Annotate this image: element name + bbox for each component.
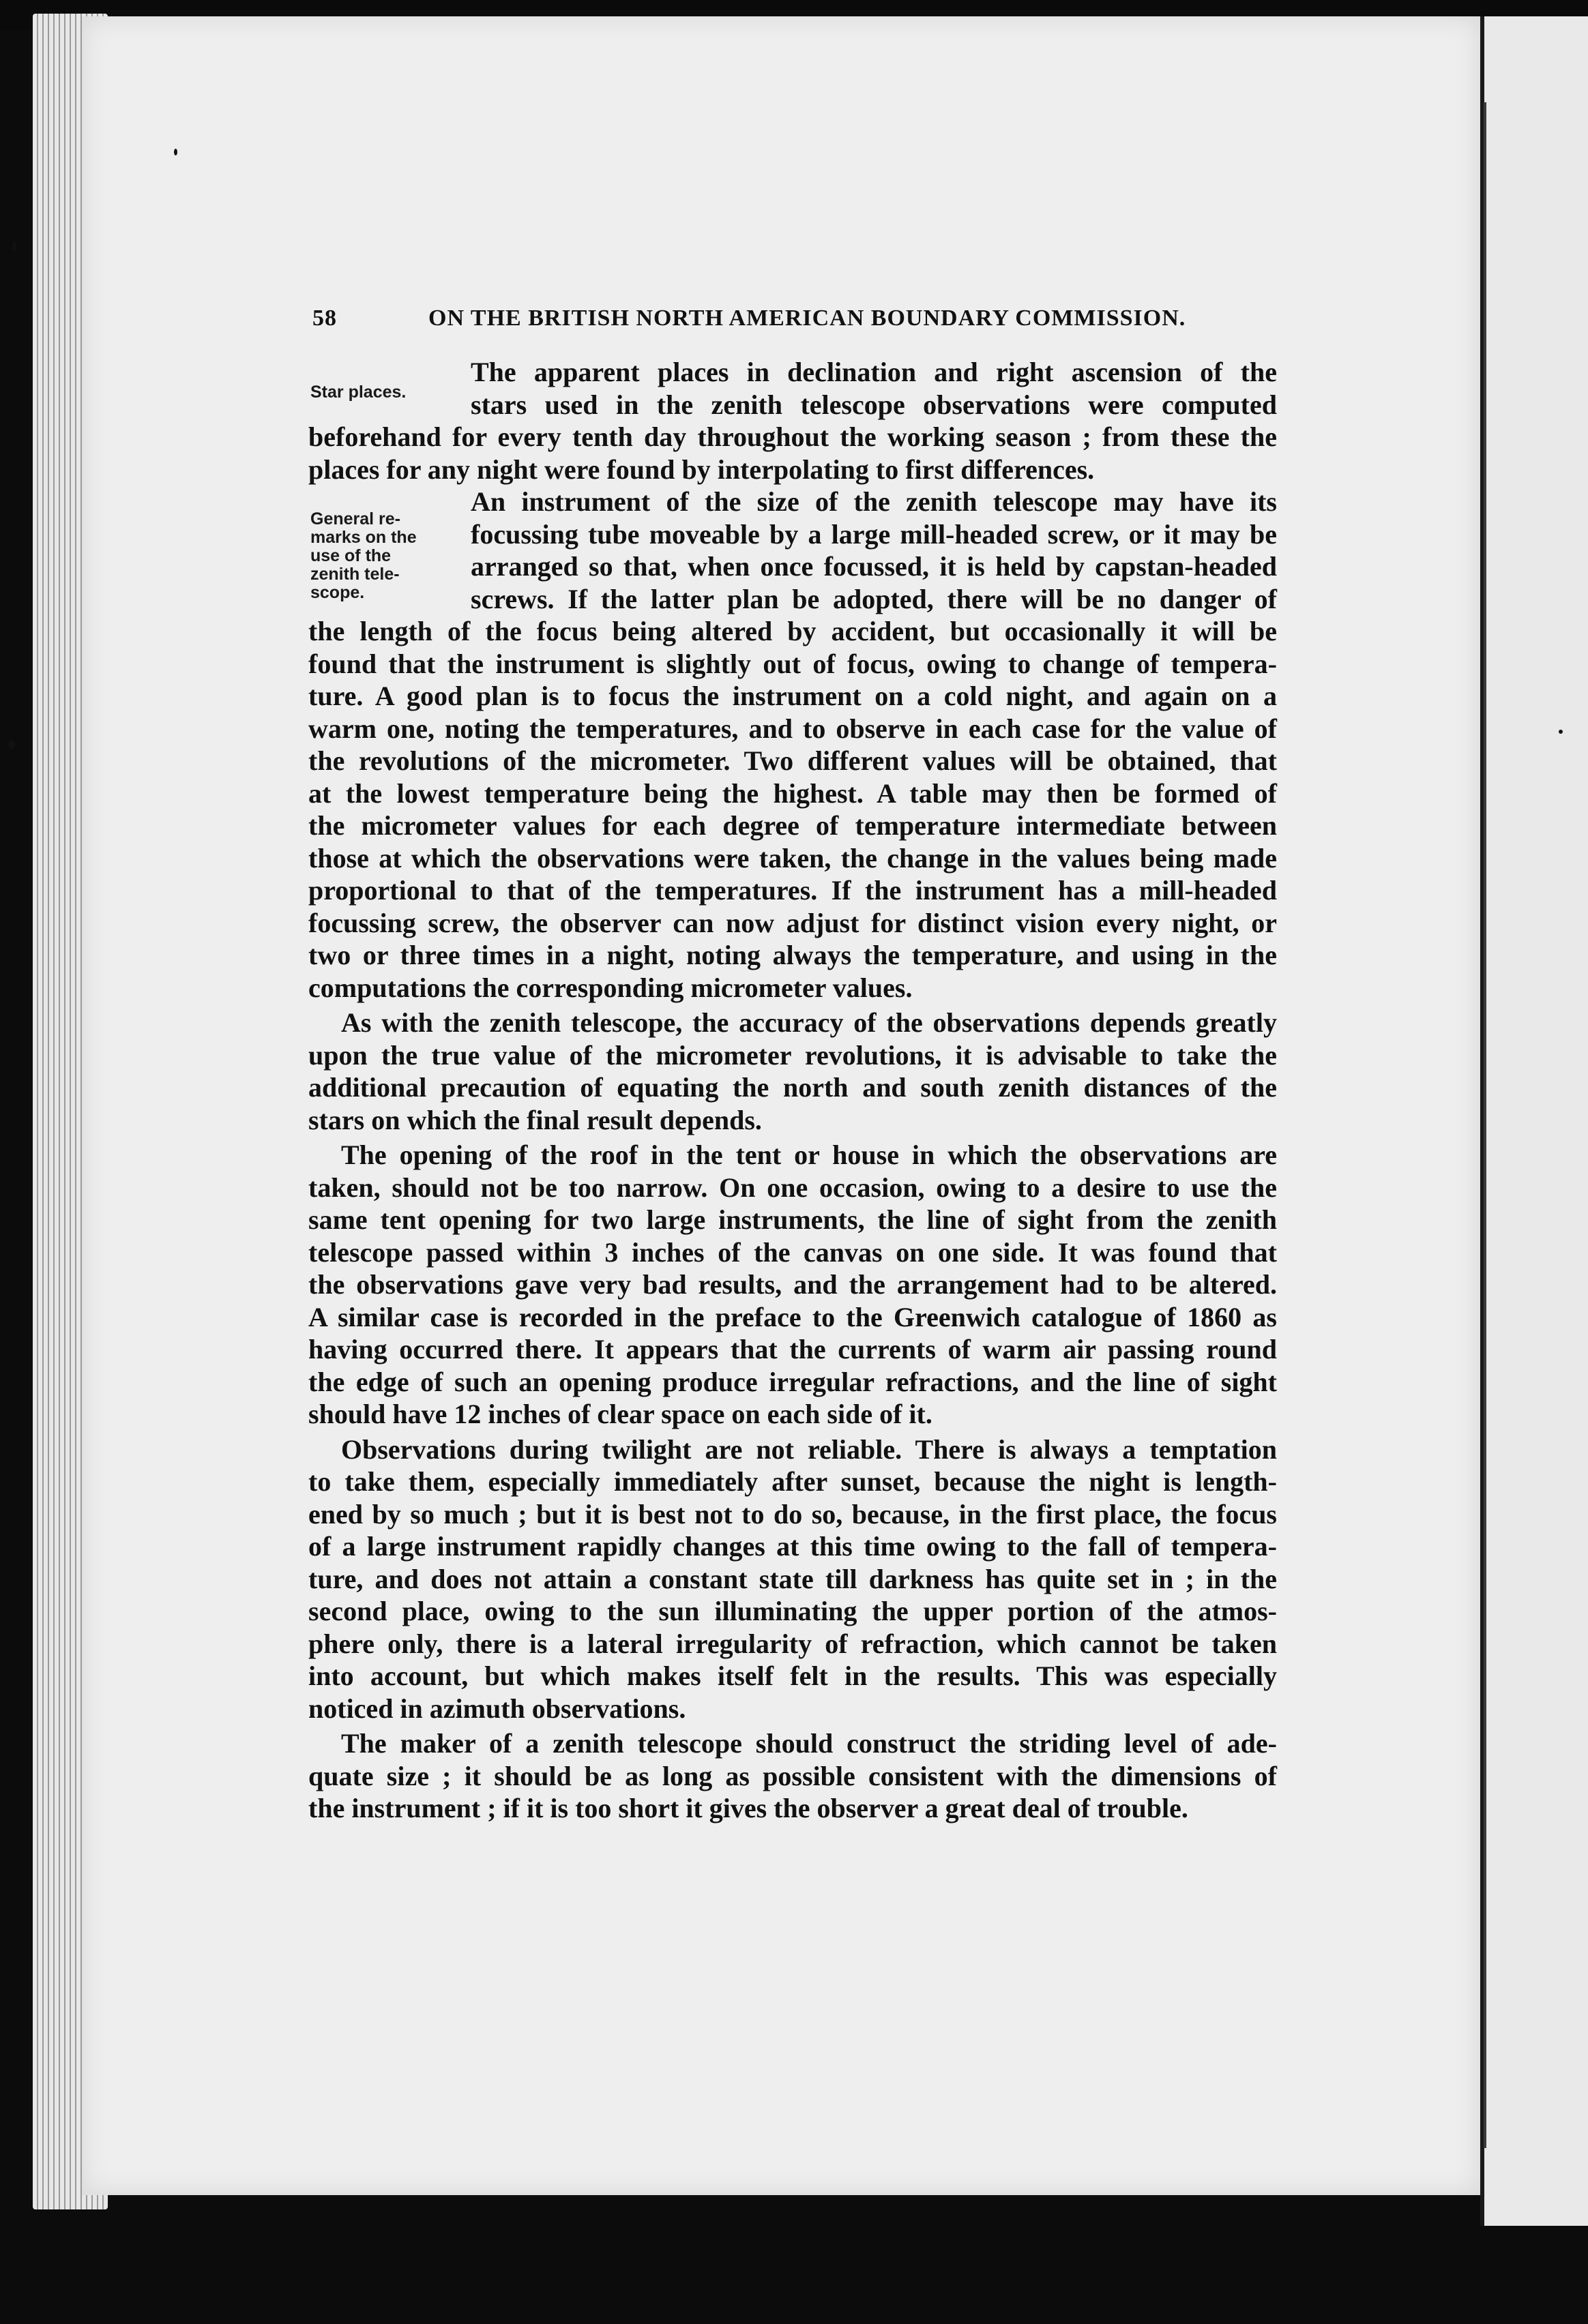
text-line: additional precaution of equating the north and south zenith distances of the	[308, 1072, 1277, 1103]
text-line: Observations during twilight are not reliable. There is always a temptation	[341, 1433, 1277, 1465]
sidenote-line: marks on the	[310, 528, 417, 547]
text-line: two or three times in a night, noting always the temperature, and using in the	[308, 940, 1277, 970]
text-line: having occurred there. It appears that the currents of warm air passing round	[308, 1334, 1277, 1365]
text-line: same tent opening for two large instruments, the line of sight from the zenith	[308, 1204, 1277, 1235]
sidenote-star-places: Star places.	[310, 383, 407, 402]
text-line: at the lowest temperature being the highest. A table may then be formed of	[308, 777, 1277, 809]
text-line: those at which the observations were taken, the change in the values being made	[308, 842, 1277, 874]
sidenote-line: zenith tele-	[310, 565, 400, 584]
text-line: the observations gave very bad results, and the arrangement had to be altered.	[308, 1269, 1277, 1300]
text-line: The maker of a zenith telescope should construct the striding level of ade-	[341, 1728, 1277, 1759]
text-line: computations the corresponding micrometer values.	[308, 972, 913, 1003]
text-line: An instrument of the size of the zenith telescope may have its	[471, 486, 1277, 517]
text-line: the edge of such an opening produce irregular refractions, and the line of sight	[308, 1366, 1277, 1397]
text-line: phere only, there is a lateral irregularity of refraction, which cannot be taken	[308, 1628, 1277, 1659]
text-line: the instrument ; if it is too short it gives the observer a great deal of trouble.	[308, 1793, 1188, 1823]
text-line: The opening of the roof in the tent or house in which the observations are	[341, 1139, 1277, 1170]
paragraph-striding-level	[308, 1727, 1277, 1825]
text-line: warm one, noting the temperatures, and to observe in each case for the value of	[308, 713, 1277, 744]
text-line: into account, but which makes itself felt in the results. This was especially	[308, 1660, 1277, 1691]
text-line: focussing tube moveable by a large mill-headed screw, or it may be	[471, 518, 1277, 550]
page-number: 58	[312, 306, 337, 331]
scan-speck	[1559, 730, 1563, 734]
header-title: ON THE BRITISH NORTH AMERICAN BOUNDARY COMMISSION.	[428, 306, 1186, 331]
paragraph-roof-opening	[308, 1139, 1277, 1431]
text-line: second place, owing to the sun illuminating the upper portion of the atmos-	[308, 1596, 1277, 1626]
text-line: A similar case is recorded in the preface to the Greenwich catalogue of 1860 as	[308, 1301, 1277, 1332]
paragraph-twilight	[308, 1433, 1277, 1725]
text-line: of a large instrument rapidly changes at this time owing to the fall of tempera-	[308, 1531, 1277, 1562]
paragraph-micrometer	[308, 1007, 1277, 1136]
scan-speck	[8, 740, 15, 749]
text-line: The apparent places in declination and right ascension of the	[471, 357, 1277, 387]
text-line: ture, and does not attain a constant state till darkness has quite set in ; in the	[308, 1563, 1277, 1594]
text-line: stars on which the final result depends.	[308, 1104, 762, 1135]
text-line: places for any night were found by interpolating to first differences.	[308, 453, 1095, 485]
scan-speck	[12, 242, 16, 252]
sidenote-line: use of the	[310, 546, 392, 565]
text-line: screws. If the latter plan be adopted, there will be no danger of	[471, 583, 1277, 614]
text-line: ture. A good plan is to focus the instrument on a cold night, and again on a	[308, 681, 1277, 711]
text-line: the revolutions of the micrometer. Two different values will be obtained, that	[308, 745, 1277, 776]
sidenote-line: General re-	[310, 509, 401, 528]
text-line: taken, should not be too narrow. On one occasion, owing to a desire to use the	[308, 1172, 1277, 1203]
text-line: found that the instrument is slightly out of focus, owing to change of tempera-	[308, 648, 1277, 679]
text-line: arranged so that, when once focussed, it is held by capstan-headed	[471, 551, 1277, 582]
text-line: ened by so much ; but it is best not to do so, because, in the first place, the focus	[308, 1498, 1277, 1530]
text-line: upon the true value of the micrometer revolutions, it is advisable to take the	[308, 1039, 1277, 1071]
text-line: focussing screw, the observer can now adjust for distinct vision every night, or	[308, 907, 1277, 938]
text-line: the length of the focus being altered by accident, but occasionally it will be	[308, 616, 1277, 646]
gutter-shadow	[1484, 102, 1486, 2148]
text-line: stars used in the zenith telescope observations were computed	[471, 389, 1277, 420]
paragraph-star-places	[308, 356, 1277, 486]
text-line: noticed in azimuth observations.	[308, 1693, 686, 1724]
scan-speck	[174, 149, 177, 155]
body-text	[308, 356, 1277, 1825]
text-line: As with the zenith telescope, the accuracy of the observations depends greatly	[341, 1007, 1277, 1038]
text-line: beforehand for every tenth day throughout the working season ; from these the	[308, 421, 1277, 452]
text-line: quate size ; it should be as long as possible consistent with the dimensions of	[308, 1760, 1277, 1791]
adjacent-page-edge	[1480, 16, 1588, 2226]
text-line: telescope passed within 3 inches of the canvas on one side. It was found that	[308, 1236, 1277, 1268]
text-line: proportional to that of the temperatures. If the instrument has a mill-headed	[308, 875, 1277, 906]
sidenote-line: scope.	[310, 583, 365, 602]
text-line: to take them, especially immediately after sunset, because the night is length-	[308, 1466, 1277, 1497]
text-line: should have 12 inches of clear space on each side of it.	[308, 1399, 932, 1429]
text-line: the micrometer values for each degree of temperature intermediate between	[308, 810, 1277, 841]
paragraph-general-remarks	[308, 486, 1277, 1004]
